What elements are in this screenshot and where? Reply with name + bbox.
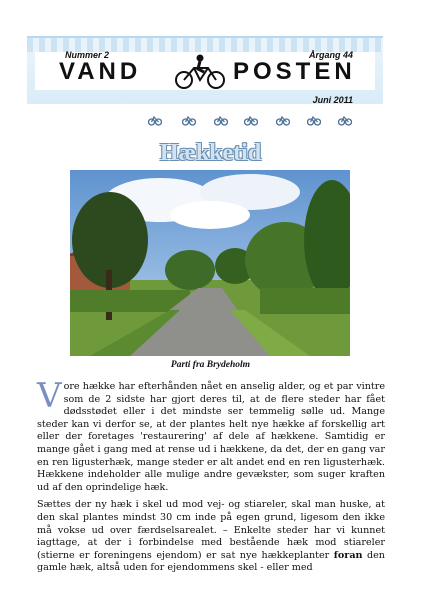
- paragraph: [37, 376, 385, 494]
- drop-cap: V: [37, 376, 62, 416]
- masthead-title-left: VAND: [59, 58, 142, 85]
- bicycle-icon: [148, 114, 162, 126]
- paragraph-text: den gamle hæk, altså uden for ejendommens skel - eller med: [37, 549, 385, 574]
- article-headline: Hækketid: [159, 140, 262, 166]
- cyclist-icon: [170, 54, 230, 90]
- bicycle-icon: [214, 114, 228, 126]
- emphasis-text: foran: [333, 549, 363, 561]
- photo-caption: Parti fra Brydeholm: [170, 360, 251, 370]
- paragraph-text: Sættes der ny hæk i skel ud mod vej- og stiareler, skal man huske, at den skal plantes mindst 30 cm inde på egen grund, ligesom den ikke må vokse ud over færdselsarealet. – Enkelte steder har vi kunnet iagttage, at der i forbindelse med bestående hæk mod stiareler (stierne er foreningens ejendom) er sat nye hækkeplanter: [37, 499, 385, 561]
- issue-number: Nummer 2: [65, 50, 110, 60]
- bicycle-icon: [276, 114, 290, 126]
- masthead: [27, 36, 383, 104]
- paragraph-text: ore hække har efterhånden nået en anselig alder, og et par vintre som de 2 sidste har gjort deres til, at de flere steder har fået dødsstødet eller i det mindste ser temmelig sølle ud. Mange steder kan vi derfor se, at der plantes helt nye hække af forskellig art eller der foretages 'restaurering' af dele af hækkene. Samtidig er mange gået i gang med at rense ud i hækkene, da det, der en gang var en ren ligusterhæk, mange steder er alt andet end en ren ligusterhæk. Hækkene indeholder alle mulige andre gevækster, som suger kraften ud af den oprindelige hæk.: [37, 381, 385, 493]
- article-body: [37, 376, 385, 580]
- bicycle-icon: [307, 114, 321, 126]
- issue-date: Juni 2011: [312, 95, 353, 105]
- decoration-row: [0, 114, 421, 126]
- volume-year: Årgang 44: [308, 50, 353, 60]
- masthead-title-right: POSTEN: [233, 58, 356, 85]
- street-photo: [70, 170, 350, 356]
- bicycle-icon: [338, 114, 352, 126]
- bicycle-icon: [244, 114, 258, 126]
- paragraph: [37, 499, 385, 575]
- bicycle-icon: [182, 114, 196, 126]
